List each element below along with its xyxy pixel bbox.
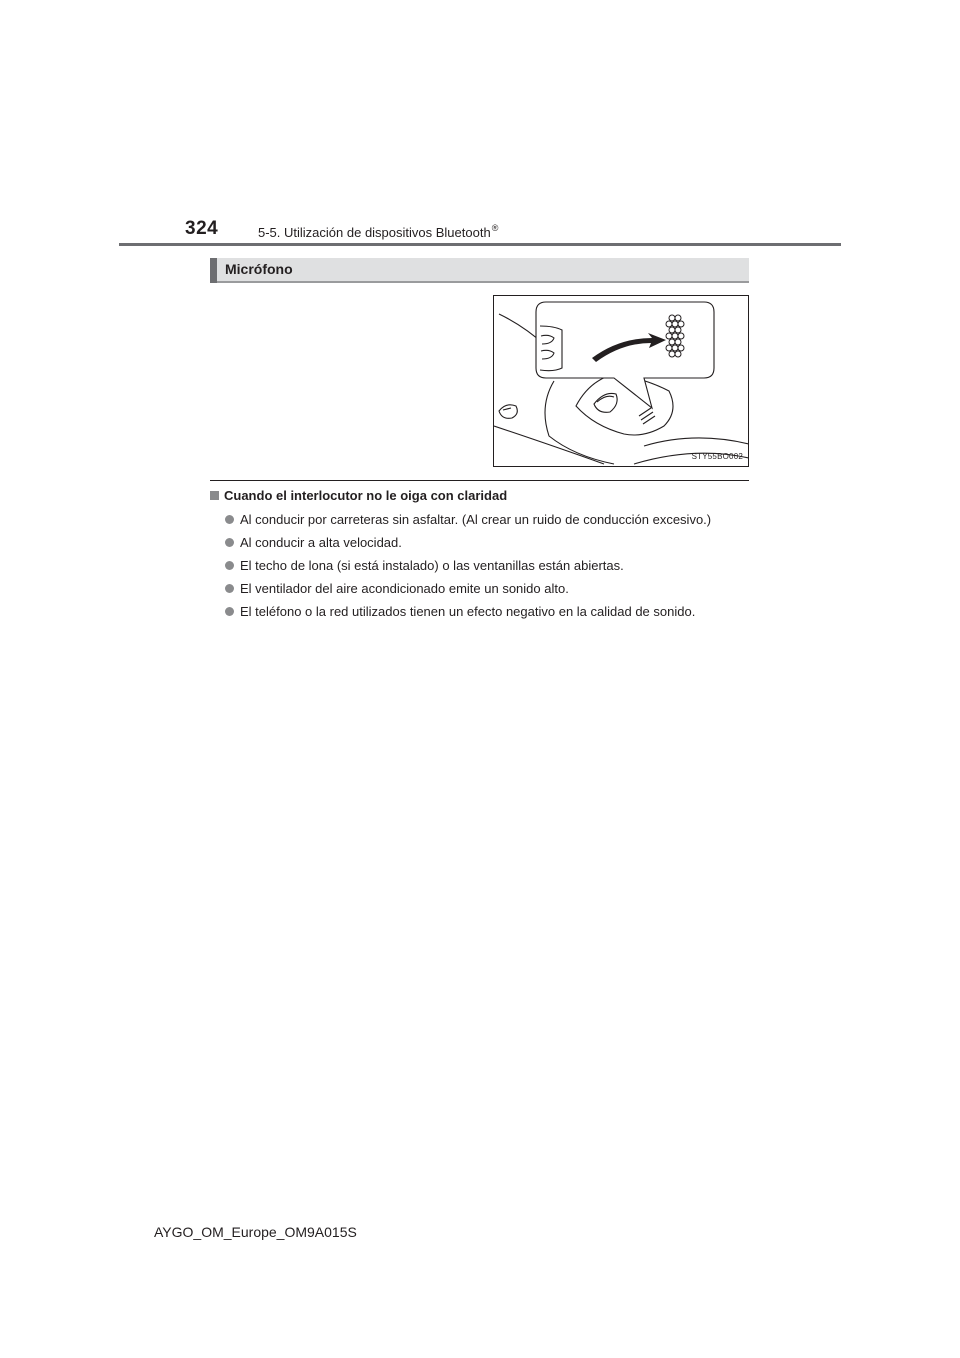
list-item xyxy=(225,604,711,627)
list-item-text: El ventilador del aire acondicionado emite un sonido alto. xyxy=(240,581,569,596)
circle-bullet-icon xyxy=(225,584,234,593)
microphone-illustration xyxy=(493,295,749,467)
circle-bullet-icon xyxy=(225,538,234,547)
list-item-text: El techo de lona (si está instalado) o las ventanillas están abiertas. xyxy=(240,558,624,573)
circle-bullet-icon xyxy=(225,607,234,616)
microphone-drawing xyxy=(494,296,749,467)
header-rule xyxy=(119,243,841,246)
note-list xyxy=(225,512,711,627)
list-item xyxy=(225,558,711,581)
list-item xyxy=(225,535,711,558)
list-item xyxy=(225,581,711,604)
note-heading-text: Cuando el interlocutor no le oiga con claridad xyxy=(224,488,508,503)
square-bullet-icon xyxy=(210,491,219,500)
page-number: 324 xyxy=(185,218,219,239)
section-heading: Micrófono xyxy=(225,261,293,277)
section-heading-accent xyxy=(210,258,217,283)
note-heading xyxy=(210,488,507,503)
header-title xyxy=(258,223,498,240)
section-heading-bar xyxy=(210,258,749,283)
footer-document-code: AYGO_OM_Europe_OM9A015S xyxy=(154,1224,357,1240)
content-rule xyxy=(210,480,749,481)
header-title-text: 5-5. Utilización de dispositivos Bluetooth xyxy=(258,225,491,240)
circle-bullet-icon xyxy=(225,515,234,524)
list-item-text: Al conducir a alta velocidad. xyxy=(240,535,402,550)
circle-bullet-icon xyxy=(225,561,234,570)
figure-code: STY55BO002 xyxy=(691,452,743,461)
registered-mark: ® xyxy=(491,223,499,233)
list-item xyxy=(225,512,711,535)
list-item-text: Al conducir por carreteras sin asfaltar. (Al crear un ruido de conducción excesivo.) xyxy=(240,512,712,527)
list-item-text: El teléfono o la red utilizados tienen un efecto negativo en la calidad de sonido. xyxy=(240,604,696,619)
